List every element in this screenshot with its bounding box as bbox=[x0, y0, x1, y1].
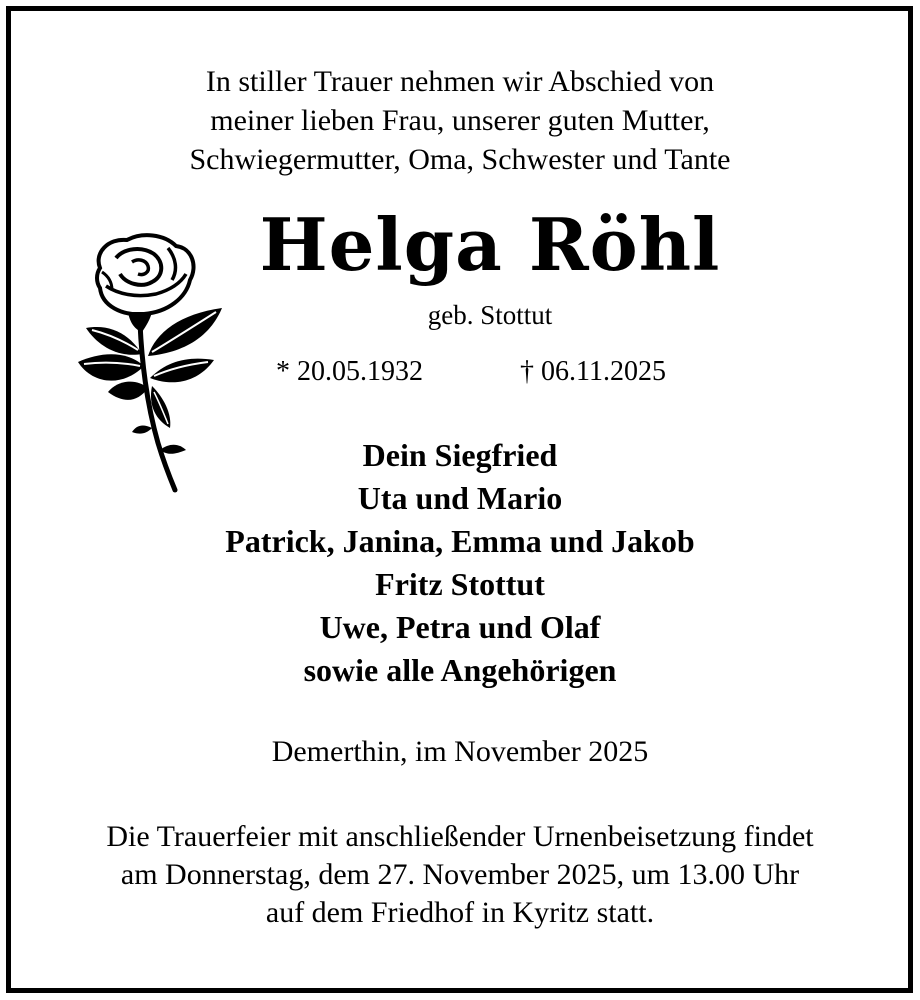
family-line: Fritz Stottut bbox=[375, 566, 545, 602]
deceased-name: Helga Röhl bbox=[259, 202, 721, 287]
ceremony-line: Die Trauerfeier mit anschließender Urnenbeisetzung findet bbox=[106, 820, 814, 853]
ceremony-info bbox=[0, 818, 920, 932]
intro-text bbox=[0, 62, 920, 179]
intro-line: meiner lieben Frau, unserer guten Mutter, bbox=[210, 104, 710, 137]
family-line: Uta und Mario bbox=[357, 480, 563, 516]
place-date: Demerthin, im November 2025 bbox=[271, 735, 649, 768]
family-list bbox=[0, 434, 920, 692]
ceremony-line: am Donnerstag, dem 27. November 2025, um 13.00 Uhr bbox=[120, 858, 800, 891]
family-line: Dein Siegfried bbox=[362, 437, 558, 473]
intro-line: In stiller Trauer nehmen wir Abschied von bbox=[205, 65, 715, 98]
intro-line: Schwiegermutter, Oma, Schwester und Tante bbox=[189, 143, 731, 176]
birth-date: * 20.05.1932 bbox=[276, 356, 423, 387]
family-line: Patrick, Janina, Emma und Jakob bbox=[225, 523, 695, 559]
maiden-name: geb. Stottut bbox=[427, 300, 553, 330]
family-line: sowie alle Angehörigen bbox=[303, 652, 617, 688]
death-date: † 06.11.2025 bbox=[520, 356, 666, 387]
family-line: Uwe, Petra und Olaf bbox=[319, 609, 601, 645]
ceremony-line: auf dem Friedhof in Kyritz statt. bbox=[265, 896, 655, 929]
